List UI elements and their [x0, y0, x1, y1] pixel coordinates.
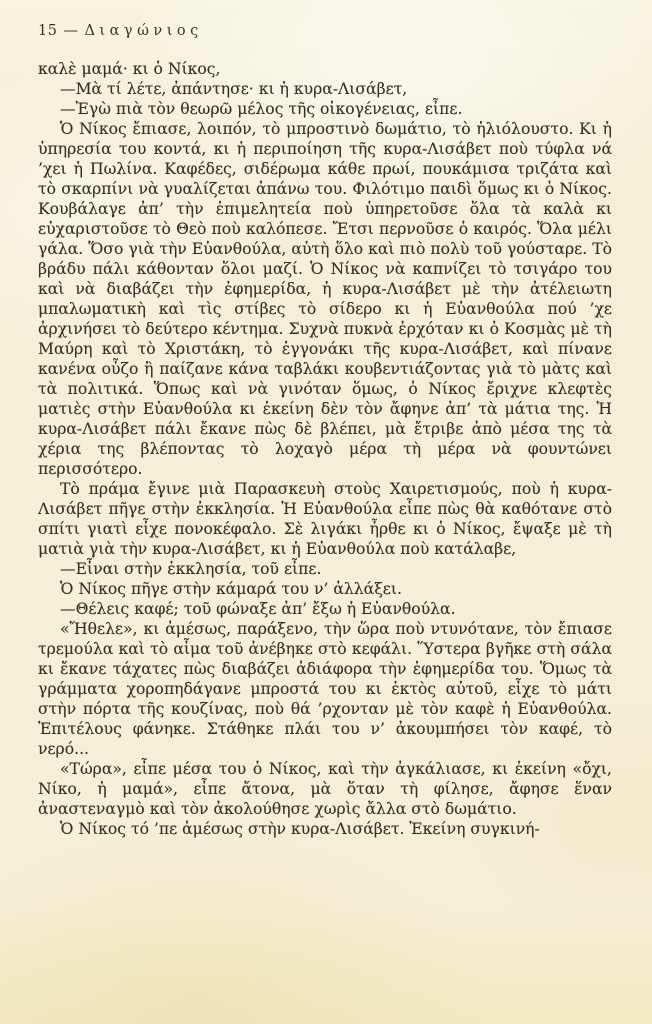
paragraph: —Θέλεις καφέ; τοῦ φώναξε ἀπ’ ἔξω ἡ Εὐανθούλα. — [60, 600, 456, 618]
paragraph: «Τώρα», εἶπε μέσα του ὁ Νίκος, καὶ τὴν ἀγκάλιασε, κι ἐκείνη «ὄχι, Νίκο, ἡ μαμά», εἶπε ἄτονα, μὰ ὅταν τὴ φίλησε, ἄφησε ἕναν ἀναστεναγμὸ καὶ τὸν ἀκολούθησε χωρὶς ἄλλα στὸ δωμάτιο. — [38, 760, 612, 818]
paragraph: —Εἶναι στὴν ἐκκλησία, τοῦ εἶπε. — [60, 560, 322, 578]
paragraph: —Ἐγὼ πιὰ τὸν θεωρῶ μέλος τῆς οἰκογένειας, εἶπε. — [60, 100, 463, 118]
paragraph: «Ἤθελε», κι ἀμέσως, παράξενο, τὴν ὥρα ποὺ ντυνότανε, τὸν ἔπιασε τρεμούλα καὶ τὸ αἷμα τοῦ ἀνέβηκε στὸ κεφάλι. Ὕστερα βγῆκε στὴ σάλα κι ἔκανε τάχατες πὼς διαβάζει ἀδιάφορα τὴν ἐφημερίδα του. Ὅμως τὰ γράμματα χοροπηδάγανε μπροστά του κι ἐκτὸς αὐτοῦ, εἶχε τὸ μάτι στὴν πόρτα τῆς κουζίνας, ποὺ θά ’ρχονταν μὲ τὸν καφὲ ἡ Εὐανθούλα. Ἐπιτέλους φάνηκε. Στάθηκε πλάι του ν’ ἀκουμπήσει τὸν καφέ, τὸ νερό... — [38, 620, 612, 758]
paragraph: Ὁ Νίκος πῆγε στὴν κάμαρά του ν’ ἀλλάξει. — [60, 580, 402, 598]
paragraph: —Μὰ τί λέτε, ἀπάντησε· κι ἡ κυρα-Λισάβετ, — [60, 80, 408, 98]
page-body — [38, 59, 612, 839]
journal-title: Διαγώνιος — [84, 23, 203, 39]
page-number: 15 — [38, 23, 58, 39]
paragraph: καλὲ μαμά· κι ὁ Νίκος, — [38, 60, 221, 78]
header-separator: — — [63, 23, 79, 39]
paragraph: Ὁ Νίκος τό ’πε ἀμέσως στὴν κυρα-Λισάβετ. Ἐκείνη συγκινή- — [60, 820, 540, 838]
paragraph: Ὁ Νίκος ἔπιασε, λοιπόν, τὸ μπροστινὸ δωμάτιο, τὸ ἡλιόλουστο. Κι ἡ ὑπηρεσία του κοντά, κι ἡ περιποίηση τῆς κυρα-Λισάβετ ποὺ τύφλα νά ’χει ἡ Πωλίνα. Καφέδες, σιδέρωμα κάθε πρωί, πουκάμισα τριζάτα καὶ τὸ σκαρπίνι νὰ γυαλίζεται ἀπάνω του. Φιλότιμο παιδὶ ὅμως κι ὁ Νίκος. Κουβάλαγε ἀπ’ τὴν ἐπιμελητεία ποὺ ὑπηρετοῦσε ὅλα τὰ καλὰ κι εὐχαριστοῦσε τὸ Θεὸ ποὺ καλόπεσε. Ἔτσι περνοῦσε ὁ καιρός. Ὅλα μέλι γάλα. Ὅσο γιὰ τὴν Εὐανθούλα, αὐτὴ ὅλο καὶ πιὸ πολὺ τοῦ γούσταρε. Τὸ βράδυ πάλι κάθονταν ὅλοι μαζί. Ὁ Νίκος νὰ καπνίζει τὸ τσιγάρο του καὶ νὰ διαβάζει τὴν ἐφημερίδα, ἡ κυρα-Λισάβετ μὲ τὴν ἀτέλειωτη μπαλωματικὴ καὶ τὶς στίβες τὸ σίδερο κι ἡ Εὐανθούλα πού ’χε ἀρχινήσει τὸ δεύτερο κέντημα. Συχνὰ πυκνὰ ἐρχόταν κι ὁ Κοσμὰς μὲ τὴ Μαύρη καὶ τὸ Χριστάκη, τὸ ἐγγονάκι τῆς κυρα-Λισάβετ, καὶ πίνανε κανένα οὖζο ἢ παίζανε κάνα ταβλάκι κουβεντιάζοντας γιὰ τὸ μὰτς καὶ τὰ πολιτικά. Ὅπως καὶ νὰ γινόταν ὅμως, ὁ Νίκος ἔριχνε κλεφτὲς ματιὲς στὴν Εὐανθούλα κι ἐκείνη δὲν τὸν ἄφηνε ἀπ’ τὰ μάτια της. Ἡ κυρα-Λισάβετ πάλι ἔκανε πὼς δὲ βλέπει, μὰ ἔτριβε ἀπὸ μέσα της τὰ χέρια της βλέποντας τὸ λοχαγὸ μέρα τὴ μέρα νὰ φουντώνει περισσότερο. — [38, 120, 612, 478]
page-header — [38, 22, 612, 40]
paragraph: Τὸ πράμα ἔγινε μιὰ Παρασκευὴ στοὺς Χαιρετισμούς, ποὺ ἡ κυρα-Λισάβετ πῆγε στὴν ἐκκλησία. Ἡ Εὐανθούλα εἶπε πὼς θὰ καθότανε στὸ σπίτι γιατὶ εἶχε πονοκέφαλο. Σὲ λιγάκι ἦρθε κι ὁ Νίκος, ἔψαξε μὲ τὴ ματιὰ γιὰ τὴν κυρα-Λισάβετ, κι ἡ Εὐανθούλα ποὺ κατάλαβε, — [38, 480, 612, 558]
